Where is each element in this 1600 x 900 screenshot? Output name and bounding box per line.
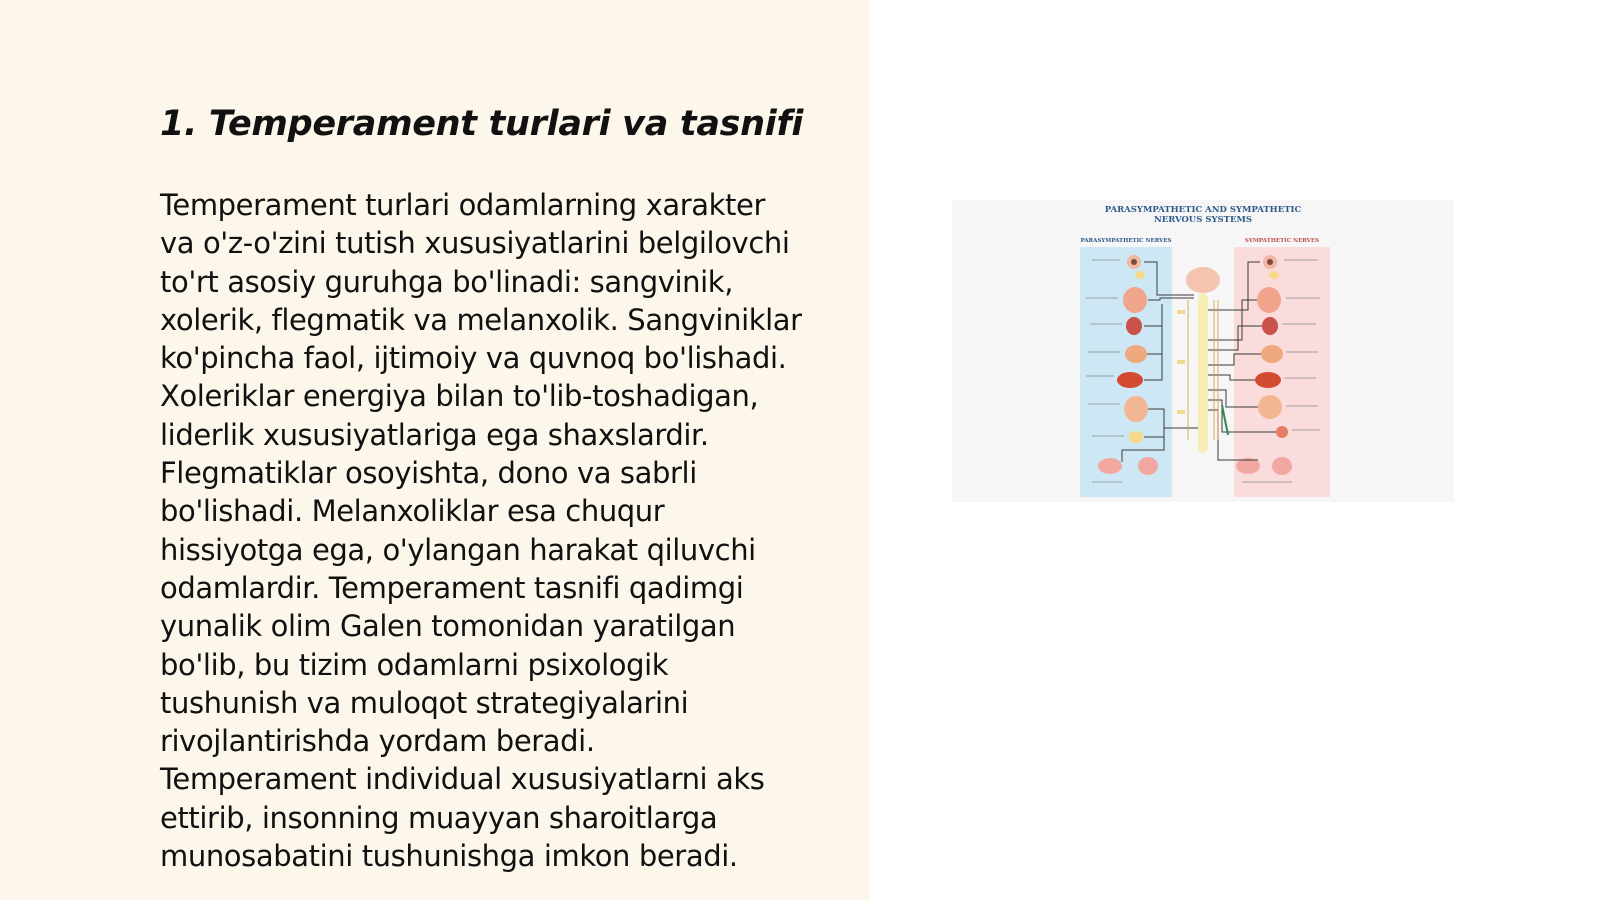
body-line: ko'pincha faol, ijtimoiy va quvnoq bo'lishadi. <box>160 341 787 376</box>
heart-icon <box>1126 317 1142 335</box>
spinal-cord-icon <box>1198 293 1208 453</box>
stomach-icon <box>1261 345 1283 363</box>
body-line: Temperament turlari odamlarning xarakter <box>160 188 765 222</box>
body-line: bo'lishadi. Melanxoliklar esa chuqur <box>160 494 665 529</box>
body-line: rivojlantirishda yordam beradi. <box>160 724 595 759</box>
bladder-icon <box>1129 431 1143 443</box>
nervous-system-figure <box>952 200 1454 502</box>
figure-title-line1: PARASYMPATHETIC AND SYMPATHETIC <box>1104 205 1302 215</box>
body-line: yunalik olim Galen tomonidan yaratilgan <box>160 609 736 644</box>
body-line: Temperament individual xususiyatlarni aks <box>160 762 765 797</box>
body-line: Xoleriklar energiya bilan to'lib-toshadigan, <box>160 379 759 414</box>
figure-title-line2: NERVOUS SYSTEMS <box>1153 215 1253 225</box>
body-line: bo'lib, bu tizim odamlarni psixologik <box>160 647 669 682</box>
body-line: to'rt asosiy guruhga bo'linadi: sangvinik, <box>160 264 734 299</box>
ganglion-icon <box>1177 360 1185 364</box>
ganglion-icon <box>1177 310 1185 314</box>
stomach-icon <box>1125 345 1147 363</box>
body-line: Flegmatiklar osoyishta, dono va sabrli <box>160 456 697 491</box>
body-line: ettirib, insonning muayyan sharoitlarga <box>160 800 718 835</box>
heart-icon <box>1262 317 1278 335</box>
lungs-icon <box>1123 287 1147 313</box>
body-line: munosabatini tushunishga imkon beradi. <box>160 839 738 874</box>
ganglion-icon <box>1177 410 1185 414</box>
body-line: xolerik, flegmatik va melanxolik. Sangviniklar <box>160 302 802 337</box>
body-line: odamlardir. Temperament tasnifi qadimgi <box>160 570 744 605</box>
eye-pupil-icon <box>1267 259 1273 265</box>
intestine-icon <box>1258 395 1282 419</box>
parasympathetic-panel <box>1080 247 1172 497</box>
reproductive-icon <box>1138 457 1158 475</box>
body-line: tushunish va muloqot strategiyalarini <box>160 685 689 720</box>
nervous-system-diagram <box>952 200 1454 502</box>
gland-icon <box>1269 271 1279 279</box>
liver-icon <box>1117 372 1143 388</box>
body-line: hissiyotga ega, o'ylangan harakat qiluvchi <box>160 532 756 567</box>
lungs-icon <box>1257 287 1281 313</box>
body-line: liderlik xususiyatlariga ega shaxslardir. <box>160 417 709 452</box>
gland-icon <box>1135 271 1145 279</box>
parasympathetic-label: PARASYMPATHETIC NERVES <box>1080 238 1172 244</box>
slide-body <box>160 186 840 875</box>
intestine-icon <box>1124 396 1148 422</box>
body-line: va o'z-o'zini tutish xususiyatlarini belgilovchi <box>160 226 790 261</box>
kidney-icon <box>1276 426 1288 438</box>
slide-title: 1. Temperament turlari va tasnifi <box>160 104 804 144</box>
eye-pupil-icon <box>1131 259 1137 265</box>
nerve-green-icon <box>1222 405 1228 435</box>
brain-icon <box>1186 267 1220 293</box>
reproductive-icon <box>1272 457 1292 475</box>
sympathetic-label: SYMPATHETIC NERVES <box>1244 238 1320 244</box>
uterus-icon <box>1098 458 1122 474</box>
liver-icon <box>1255 372 1281 388</box>
